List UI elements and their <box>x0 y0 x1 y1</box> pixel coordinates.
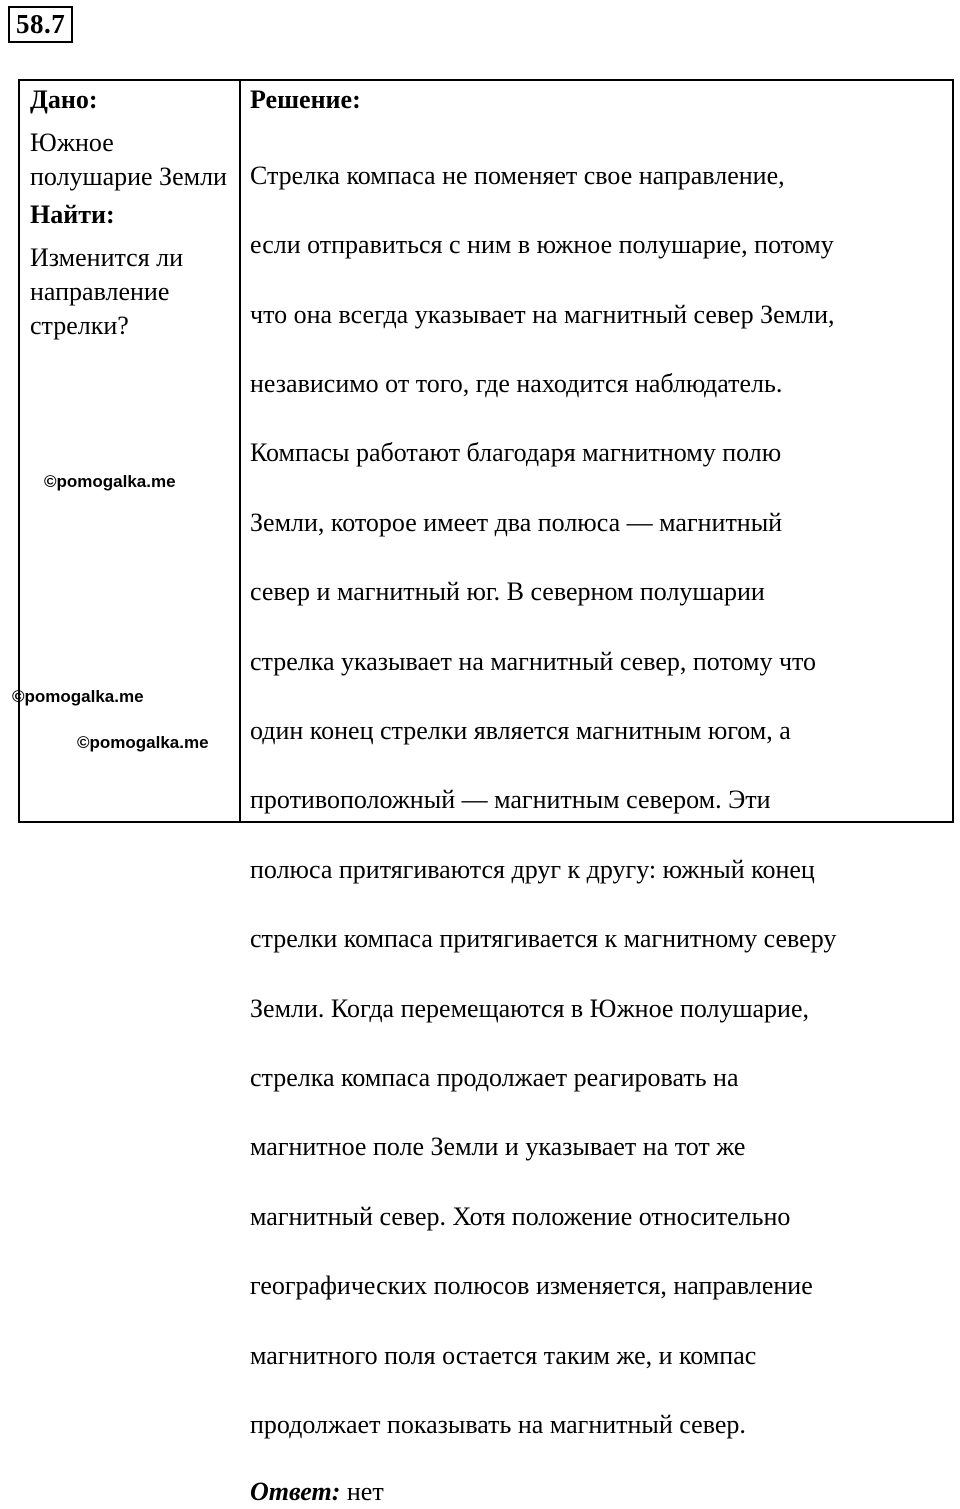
answer-line <box>250 1475 950 1509</box>
answer-label: Ответ: <box>250 1477 341 1507</box>
solution-column <box>250 81 950 1509</box>
solution-table <box>18 79 954 1507</box>
column-divider <box>239 81 241 821</box>
given-text: Южное полушарие Земли <box>30 128 227 191</box>
solution-line: Компасы работают благодаря магнитному полю <box>250 438 782 468</box>
solution-line: стрелки компаса притягивается к магнитному северу <box>250 924 837 954</box>
solution-line: независимо от того, где находится наблюдатель. <box>250 368 783 398</box>
solution-line: продолжает показывать на магнитный север. <box>250 1410 746 1440</box>
watermark: ©pomogalka.me <box>12 687 144 706</box>
solution-line: магнитного поля остается таким же, и компас <box>250 1340 757 1370</box>
given-heading: Дано: <box>30 85 98 114</box>
given-find-column <box>30 81 235 343</box>
solution-line: север и магнитный юг. В северном полушарии <box>250 577 765 607</box>
solution-text <box>250 124 950 1477</box>
find-heading: Найти: <box>30 200 115 229</box>
solution-line: Стрелка компаса не поменяет свое направление, <box>250 160 785 190</box>
find-text: Изменится ли направление стрелки? <box>30 243 184 340</box>
solution-line: географических полюсов изменяется, направление <box>250 1271 813 1301</box>
answer-value: нет <box>346 1477 384 1507</box>
solution-line: полюса притягиваются друг к другу: южный конец <box>250 854 815 884</box>
solution-line: один конец стрелки является магнитным югом, а <box>250 715 791 745</box>
watermark: ©pomogalka.me <box>44 472 176 491</box>
solution-line: если отправиться с ним в южное полушарие, потому <box>250 230 834 260</box>
solution-line: Земли, которое имеет два полюса — магнитный <box>250 507 783 537</box>
solution-line: магнитный север. Хотя положение относительно <box>250 1201 791 1231</box>
solution-heading: Решение: <box>250 85 361 114</box>
watermark: ©pomogalka.me <box>77 733 209 752</box>
solution-line: Земли. Когда перемещаются в Южное полушарие, <box>250 993 810 1023</box>
solution-line: стрелка компаса продолжает реагировать на <box>250 1062 739 1092</box>
solution-line: стрелка указывает на магнитный север, потому что <box>250 646 817 676</box>
solution-line: магнитное поле Земли и указывает на тот же <box>250 1132 746 1162</box>
solution-line: противоположный — магнитным севером. Эти <box>250 785 771 815</box>
solution-line: что она всегда указывает на магнитный север Земли, <box>250 299 835 329</box>
task-number: 58.7 <box>8 6 73 43</box>
